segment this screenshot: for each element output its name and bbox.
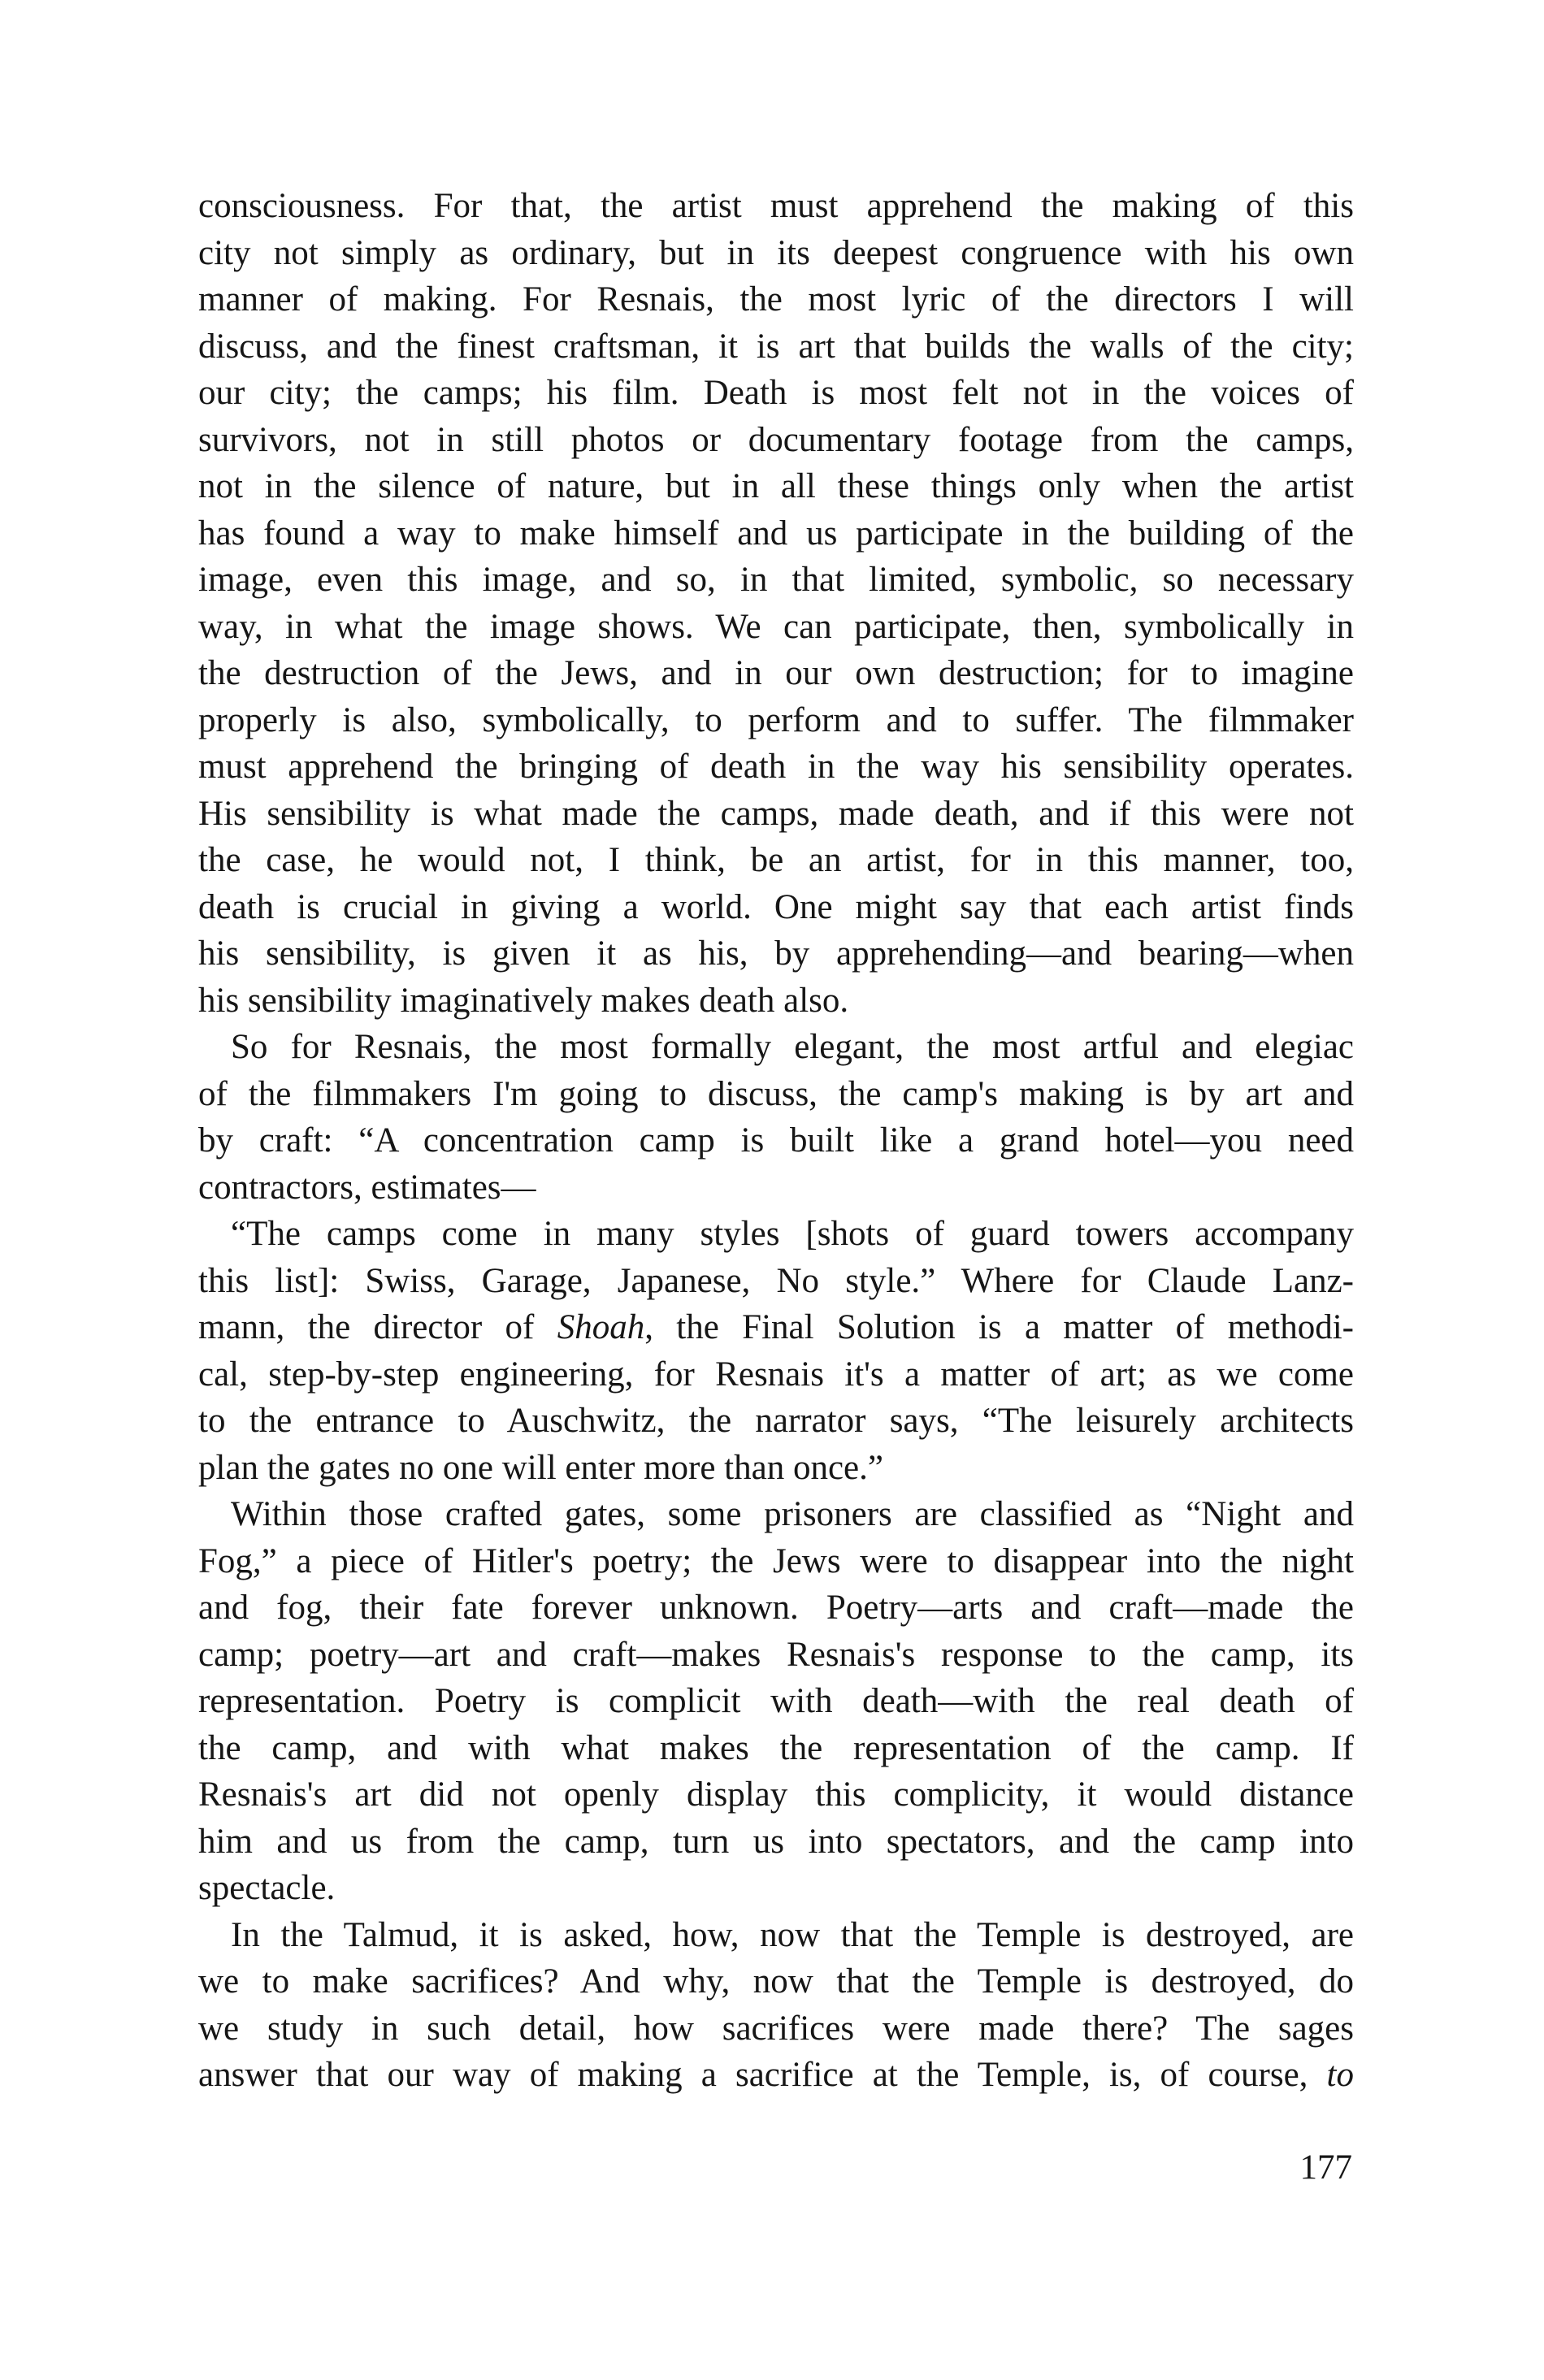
text-line: this list]: Swiss, Garage, Japanese, No style.” Where for Claude Lanz- <box>198 1261 1354 1300</box>
text-line: Fog,” a piece of Hitler's poetry; the Jews were to disappear into the night <box>198 1541 1354 1580</box>
italic-word: to <box>1326 2056 1354 2094</box>
text-line: and fog, their fate forever unknown. Poetry—arts and craft—made the <box>198 1589 1354 1627</box>
text-line: image, even this image, and so, in that limited, symbolic, so necessary <box>198 561 1354 599</box>
text-line: properly is also, symbolically, to perform and to suffer. The filmmaker <box>198 700 1354 739</box>
text-line: “The camps come in many styles [shots of guard towers accompany <box>231 1215 1354 1253</box>
text-line: has found a way to make himself and us participate in the building of the <box>198 514 1354 553</box>
text-run: , the Final Solution is a matter of methodi- <box>644 1308 1355 1346</box>
body-text <box>198 183 1354 2099</box>
text-line: him and us from the camp, turn us into spectators, and the camp into <box>198 1822 1354 1861</box>
text-run: mann, the director of <box>198 1308 557 1346</box>
text-line: the camp, and with what makes the representation of the camp. If <box>198 1728 1354 1767</box>
text-line: we to make sacrifices? And why, now that the Temple is destroyed, do <box>198 1962 1354 2001</box>
text-line: manner of making. For Resnais, the most lyric of the directors I will <box>198 280 1354 319</box>
text-line: cal, step-by-step engineering, for Resnais it's a matter of art; as we come <box>198 1355 1354 1394</box>
text-line: So for Resnais, the most formally elegant, the most artful and elegiac <box>231 1028 1354 1066</box>
text-line: by craft: “A concentration camp is built like a grand hotel—you need <box>198 1121 1354 1160</box>
text-line: survivors, not in still photos or documentary footage from the camps, <box>198 420 1354 459</box>
text-line: death is crucial in giving a world. One might say that each artist finds <box>198 887 1354 926</box>
text-line: consciousness. For that, the artist must apprehend the making of this <box>198 187 1354 225</box>
text-line: the case, he would not, I think, be an artist, for in this manner, too, <box>198 841 1354 879</box>
text-line: way, in what the image shows. We can participate, then, symbolically in <box>198 607 1354 646</box>
text-line: city not simply as ordinary, but in its deepest congruence with his own <box>198 233 1354 272</box>
text-line: Within those crafted gates, some prisoners are classified as “Night and <box>231 1495 1354 1533</box>
text-line: plan the gates no one will enter more than once.” <box>198 1448 883 1487</box>
film-title: Shoah <box>557 1308 645 1346</box>
text-line: his sensibility imaginatively makes death also. <box>198 981 849 1020</box>
text-line: In the Talmud, it is asked, how, now that the Temple is destroyed, are <box>231 1915 1354 1954</box>
text-line: Resnais's art did not openly display this complicity, it would distance <box>198 1775 1354 1814</box>
text-run: answer that our way of making a sacrifice at the Temple, is, of course, <box>198 2056 1327 2094</box>
text-line-with-title <box>198 1304 1354 1351</box>
text-line: his sensibility, is given it as his, by apprehending—and bearing—when <box>198 934 1354 973</box>
text-line: must apprehend the bringing of death in the way his sensibility operates. <box>198 748 1354 786</box>
text-line: spectacle. <box>198 1869 336 1907</box>
text-line: contractors, estimates— <box>198 1168 536 1207</box>
text-line: our city; the camps; his film. Death is most felt not in the voices of <box>198 374 1354 412</box>
text-line: to the entrance to Auschwitz, the narrator says, “The leisurely architects <box>198 1402 1354 1440</box>
text-line: we study in such detail, how sacrifices were made there? The sages <box>198 2009 1354 2048</box>
text-line: not in the silence of nature, but in all these things only when the artist <box>198 467 1354 505</box>
page-number: 177 <box>1299 2148 1352 2187</box>
text-line: representation. Poetry is complicit with death—with the real death of <box>198 1682 1354 1720</box>
text-line: camp; poetry—art and craft—makes Resnais's response to the camp, its <box>198 1635 1354 1674</box>
text-line-with-italic <box>198 2052 1354 2099</box>
text-line: of the filmmakers I'm going to discuss, the camp's making is by art and <box>198 1074 1354 1113</box>
text-line: discuss, and the finest craftsman, it is art that builds the walls of the city; <box>198 327 1354 366</box>
text-line: His sensibility is what made the camps, made death, and if this were not <box>198 794 1354 833</box>
text-line: the destruction of the Jews, and in our own destruction; for to imagine <box>198 654 1354 692</box>
